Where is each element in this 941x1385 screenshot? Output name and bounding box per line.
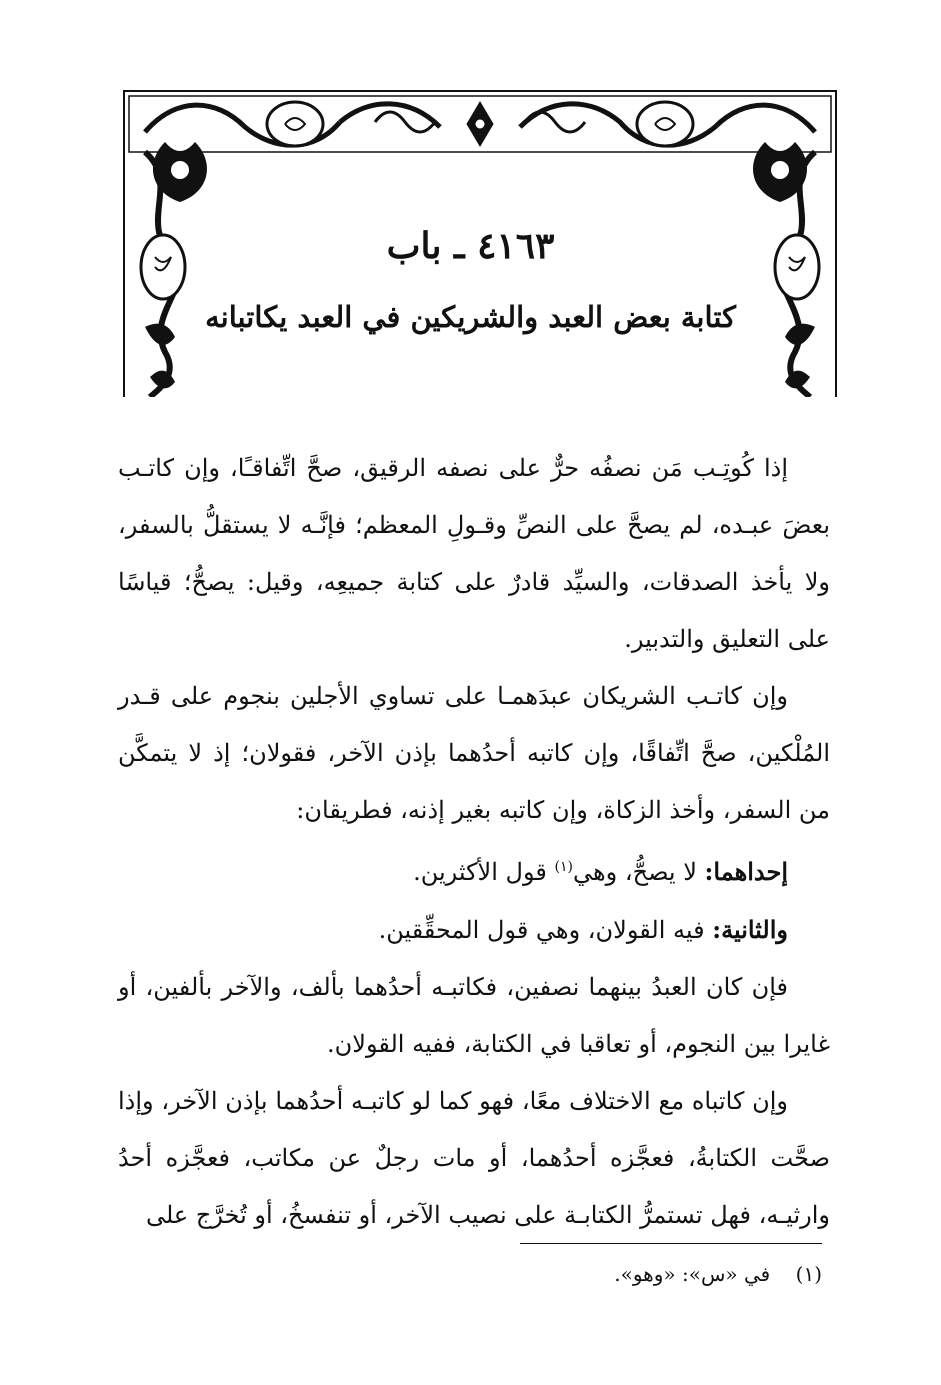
paragraph-2: وإن كاتـب الشريكان عبدَهمـا على تساوي الأجلين بنجوم على قـدر المُلْكين، صحَّ اتِّفاقًا، وإن كاتبه أحدُهما بإذن الآخر، فقولان؛ إذ لا يتمكَّن من السفر، وأخذ الزكاة، وإن كاتبه بغير إذنه، فطريقان: [118, 682, 830, 824]
footnote-divider [520, 1243, 822, 1244]
footnote-marker: (١) [795, 1262, 822, 1286]
paragraph-4-text: فيه القولان، وهي قول المحقِّقين. [378, 916, 713, 944]
paragraph-3-tail: قول الأكثرين. [413, 858, 555, 886]
footnote-reference[interactable]: (١) [554, 859, 573, 875]
footnote-text: في «س»: «وهو». [614, 1262, 771, 1286]
paragraph-3-text: لا يصحُّ، وهي [572, 858, 705, 886]
main-text [118, 440, 830, 1244]
chapter-title: كتابة بعض العبد والشريكين في العبد يكاتبانه [205, 300, 736, 334]
paragraph-4-lead: والثانية: [712, 915, 788, 944]
chapter-number: ٤١٦٣ ـ باب [386, 225, 555, 267]
paragraph-6: وإن كاتباه مع الاختلاف معًا، فهو كما لو كاتبـه أحدُهما بإذن الآخر، وإذا صحَّت الكتابةُ، فعجَّزه أحدُهما، أو مات رجلٌ عن مكاتب، فعجَّزه أحدُ وارثيـه، فهل تستمرُّ الكتابـة على نصيب الآخر، أو تنفسخُ، أو تُخرَّج على [118, 1087, 830, 1229]
paragraph-1: إذا كُوتِـب مَن نصفُه حرٌّ على نصفه الرقيق، صحَّ اتِّفاقـًا، وإن كاتـب بعضَ عبـده، لم يصحَّ على النصِّ وقـولِ المعظم؛ فإنَّـه لا يستقلُّ بالسفر، ولا يأخذ الصدقات، والسيِّد قادرٌ على كتابة جميعِه، وقيل: يصحُّ؛ قياسًا على التعليق والتدبير. [118, 454, 830, 653]
paragraph-5: فإن كان العبدُ بينهما نصفين، فكاتبـه أحدُهما بألف، والآخر بألفين، أو غايرا بين النجوم، أو تعاقبا في الكتابة، ففيه القولان. [118, 973, 830, 1058]
paragraph-4 [118, 901, 830, 959]
footnote [300, 1262, 822, 1286]
paragraph-3 [118, 839, 830, 901]
paragraph-3-lead: إحداهما: [704, 857, 788, 886]
